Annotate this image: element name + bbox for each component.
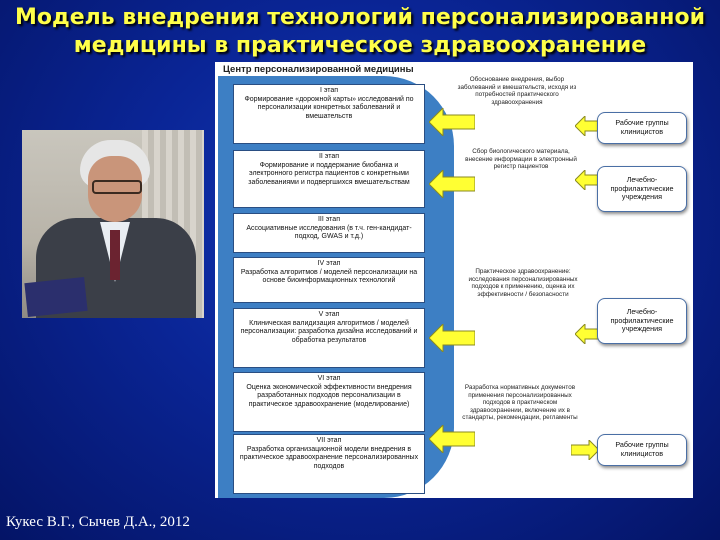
photo-book xyxy=(24,277,87,317)
stage-6-box xyxy=(233,372,425,432)
stage-2-text: Формирование и поддержание биобанка и электронного регистра пациентов с конкретными заболеваниями и подвергшихся вмешательствам xyxy=(248,161,410,186)
center-title: Центр персонализированной медицины xyxy=(223,64,414,75)
stage-1-box xyxy=(233,84,425,144)
right-box-3: Лечебно-профилактические учреждения xyxy=(597,298,687,344)
stage-1-label: I этап xyxy=(319,87,339,94)
arrow-left-icon xyxy=(429,324,475,352)
stage-6-text: Оценка экономической эффективности внедрения разработанных подходов персонализации в практическое здравоохранение (моделирование) xyxy=(246,383,412,408)
stage-6-label: VI этап xyxy=(317,375,341,382)
stage-4-label: IV этап xyxy=(317,260,341,267)
right-box-1: Рабочие группы клиницистов xyxy=(597,112,687,144)
stage-5-label: V этап xyxy=(318,311,340,318)
stage-4-text: Разработка алгоритмов / моделей персонализации на основе биоинформационных технологий xyxy=(240,268,418,285)
photo-tie xyxy=(110,230,120,280)
stage-5-text: Клиническая валидизация алгоритмов / моделей персонализации: разработка дизайна исследований и обработка результатов xyxy=(240,319,418,344)
stage-4-box xyxy=(233,257,425,303)
arrow-left-icon xyxy=(575,324,599,344)
stage-2-label: II этап xyxy=(318,153,340,160)
stage-7-text: Разработка организационной модели внедрения в практическое здравоохранение персонализированных подходов xyxy=(239,445,419,470)
stage-1-text: Формирование «дорожной карты» исследований по персонализации конкретных заболеваний и вмешательств xyxy=(244,95,414,120)
stage-3-text: Ассоциативные исследования (в т.ч. ген-кандидат- подход, GWAS и т.д.) xyxy=(246,224,412,241)
model-diagram xyxy=(215,62,693,498)
stage-7-label: VII этап xyxy=(316,437,342,444)
right-box-2: Лечебно-профилактические учреждения xyxy=(597,166,687,212)
note-2: Сбор биологического материала, внесение информации в электронный регистр пациентов xyxy=(465,148,577,171)
author-photo xyxy=(22,130,204,318)
right-box-4: Рабочие группы клиницистов xyxy=(597,434,687,466)
authors-caption: Кукес В.Г., Сычев Д.А., 2012 xyxy=(6,514,190,530)
photo-glasses xyxy=(92,180,142,194)
slide-title: Модель внедрения технологий персонализированной медицины в практическое здравоохранение xyxy=(14,5,705,58)
stage-2-box xyxy=(233,150,425,208)
arrow-right-icon xyxy=(571,440,599,460)
note-3: Практическое здравоохранение: исследования персонализированных подходов к применению, оценка их эффективности / безопасности xyxy=(468,268,578,298)
stage-7-box xyxy=(233,434,425,494)
note-4: Разработка нормативных документов применения персонализированных подходов в практическом здравоохранении, включение их в стандарты, рекомендации, регламенты xyxy=(462,384,578,422)
stage-3-box xyxy=(233,213,425,253)
stage-3-label: III этап xyxy=(317,216,340,223)
stage-5-box xyxy=(233,308,425,368)
arrow-left-icon xyxy=(575,116,599,136)
note-1: Обоснование внедрения, выбор заболеваний и вмешательств, исходя из потребностей практического здравоохранения xyxy=(457,76,577,106)
